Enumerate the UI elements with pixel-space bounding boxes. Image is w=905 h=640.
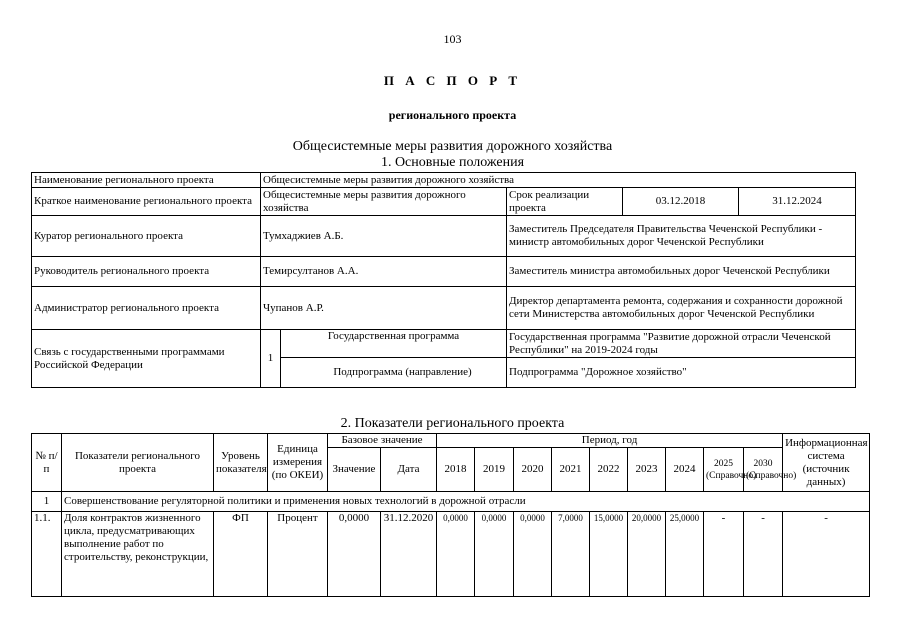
short-name-label: Краткое наименование регионального проекта [32,188,261,216]
name-label: Наименование регионального проекта [32,173,261,188]
row-value: 25,0000 [666,512,704,597]
header-year: 2022 [590,448,628,492]
short-name-value: Общесистемные меры развития дорожного хозяйства [261,188,507,216]
curator-name: Тумхаджиев А.Б. [261,216,507,257]
header-base: Базовое значение [328,434,437,448]
header-year: 2021 [552,448,590,492]
header-2030: 2030 (Справочно) [744,448,783,492]
start-date: 03.12.2018 [623,188,739,216]
header-year: 2024 [666,448,704,492]
group-text: Совершенствование регуляторной политики и применения новых технологий в дорожной отрасли [62,492,870,512]
head-label: Руководитель регионального проекта [32,257,261,287]
group-row [32,492,870,512]
row-2030: - [744,512,783,597]
row-unit: Процент [268,512,328,597]
header-info: Информационная система (источник данных) [783,434,870,492]
table-row [32,173,856,188]
subprogram-value: Подпрограмма "Дорожное хозяйство" [507,358,856,388]
admin-label: Администратор регионального проекта [32,287,261,330]
document-subtitle: регионального проекта [388,108,517,122]
header-year: 2020 [514,448,552,492]
section2-heading: 2. Показатели регионального проекта [340,416,565,431]
links-number: 1 [261,330,281,388]
header-2025: 2025 (Справочно) [704,448,744,492]
table-row [32,216,856,257]
row-value: 0,0000 [475,512,514,597]
header-value: Значение [328,448,381,492]
row-value: 20,0000 [628,512,666,597]
curator-position: Заместитель Председателя Правительства Чеченской Республики - министр автомобильных дорог Чеченской Республики [507,216,856,257]
row-base-value: 0,0000 [328,512,381,597]
row-info: - [783,512,870,597]
header-num: № п/п [32,434,62,492]
header-year: 2023 [628,448,666,492]
header-unit: Единица измерения (по ОКЕИ) [268,434,328,492]
header-year: 2018 [437,448,475,492]
head-name: Темирсултанов А.А. [261,257,507,287]
row-base-date: 31.12.2020 [381,512,437,597]
document-title: П А С П О Р Т [383,73,522,88]
header-year: 2019 [475,448,514,492]
group-num: 1 [32,492,62,512]
table-row [32,330,856,358]
links-label: Связь с государственными программами Российской Федерации [32,330,261,388]
table-row [32,257,856,287]
table-row [32,512,870,597]
row-indicator: Доля контрактов жизненного цикла, предусматривающих выполнение работ по строительству, реконструкции, [62,512,214,597]
name-value: Общесистемные меры развития дорожного хозяйства [261,173,856,188]
header-indicator: Показатели регионального проекта [62,434,214,492]
page-number: 103 [443,32,462,46]
row-level: ФП [214,512,268,597]
admin-name: Чупанов А.Р. [261,287,507,330]
row-value: 0,0000 [514,512,552,597]
main-provisions-table [31,172,856,388]
header-period: Период, год [437,434,783,448]
curator-label: Куратор регионального проекта [32,216,261,257]
header-date: Дата [381,448,437,492]
header-level: Уровень показателя [214,434,268,492]
row-num: 1.1. [32,512,62,597]
project-name: Общесистемные меры развития дорожного хозяйства [292,139,613,154]
period-label: Срок реализации проекта [507,188,623,216]
row-value: 15,0000 [590,512,628,597]
head-position: Заместитель министра автомобильных дорог Чеченской Республики [507,257,856,287]
row-2025: - [704,512,744,597]
state-program-value: Государственная программа "Развитие дорожной отрасли Чеченской Республики" на 2019-2024 годы [507,330,856,358]
section1-heading: 1. Основные положения [380,155,525,170]
admin-position: Директор департамента ремонта, содержания и сохранности дорожной сети Министерства автомобильных дорог Чеченской Республики [507,287,856,330]
table-row [32,188,856,216]
row-value: 7,0000 [552,512,590,597]
header-row [32,434,870,448]
end-date: 31.12.2024 [739,188,856,216]
row-value: 0,0000 [437,512,475,597]
table-row [32,287,856,330]
state-program-label: Государственная программа [281,330,507,358]
indicators-table [31,433,870,597]
subprogram-label: Подпрограмма (направление) [281,358,507,388]
